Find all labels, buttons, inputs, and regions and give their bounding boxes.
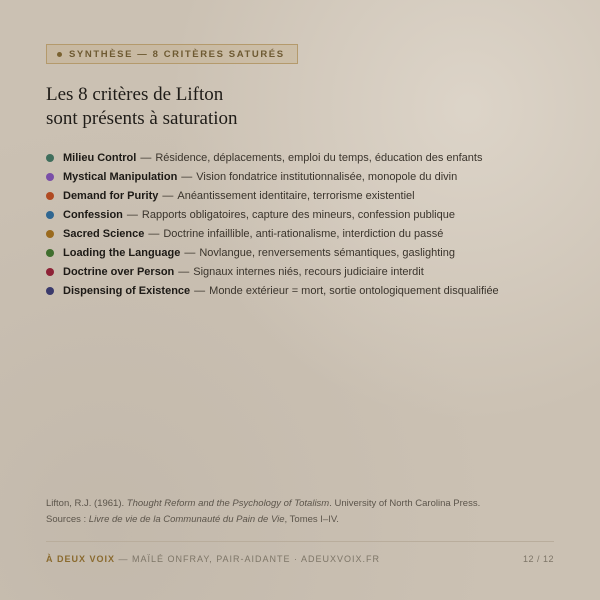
criterion-description: Doctrine infaillible, anti-rationalisme, interdiction du passé xyxy=(163,227,444,240)
reference-lifton xyxy=(46,496,480,512)
criterion-item xyxy=(46,243,499,262)
criterion-separator: — xyxy=(194,284,206,297)
criterion-item xyxy=(46,262,499,281)
criterion-description: Rapports obligatoires, capture des mineurs, confession publique xyxy=(141,208,455,221)
criterion-separator: — xyxy=(148,227,160,240)
criterion-item xyxy=(46,186,499,205)
criteria-list xyxy=(46,148,499,300)
bullet-dot-icon xyxy=(46,230,54,238)
criterion-item xyxy=(46,205,499,224)
footer-credit xyxy=(46,554,380,564)
footer-divider xyxy=(46,541,554,542)
badge-label: SYNTHÈSE — 8 CRITÈRES SATURÉS xyxy=(69,48,285,60)
criterion-description: Monde extérieur = mort, sortie ontologiquement disqualifiée xyxy=(209,284,499,297)
criterion-separator: — xyxy=(184,246,196,259)
criterion-item xyxy=(46,281,499,300)
reference-sources-volumes: , Tomes I–IV. xyxy=(284,514,339,525)
criterion-description: Résidence, déplacements, emploi du temps, éducation des enfants xyxy=(155,151,483,164)
criterion-name: Milieu Control xyxy=(63,151,137,164)
slide-title xyxy=(46,83,238,131)
page-number: 12 / 12 xyxy=(522,554,554,564)
badge-dot-icon xyxy=(57,52,62,57)
reference-sources-title: Livre de vie de la Communauté du Pain de Vie xyxy=(88,514,285,525)
criterion-separator: — xyxy=(126,208,138,221)
criterion-separator: — xyxy=(162,189,174,202)
references xyxy=(46,496,480,528)
criterion-name: Confession xyxy=(63,208,123,221)
criterion-name: Mystical Manipulation xyxy=(63,170,178,183)
bullet-dot-icon xyxy=(46,154,54,162)
reference-sources-prefix: Sources : xyxy=(46,514,89,525)
criterion-item xyxy=(46,148,499,167)
bullet-dot-icon xyxy=(46,268,54,276)
reference-sources xyxy=(46,512,480,528)
criterion-item xyxy=(46,224,499,243)
footer-brand: À DEUX VOIX xyxy=(46,554,116,564)
criterion-name: Dispensing of Existence xyxy=(63,284,191,297)
criterion-name: Sacred Science xyxy=(63,227,145,240)
section-badge xyxy=(46,44,298,64)
criterion-description: Signaux internes niés, recours judiciaire interdit xyxy=(193,265,424,278)
criterion-name: Demand for Purity xyxy=(63,189,159,202)
criterion-description: Anéantissement identitaire, terrorisme existentiel xyxy=(177,189,415,202)
reference-lifton-publisher: . University of North Carolina Press. xyxy=(329,498,481,509)
bullet-dot-icon xyxy=(46,173,54,181)
slide-title-line-2: sont présents à saturation xyxy=(46,108,238,129)
bullet-dot-icon xyxy=(46,249,54,257)
criterion-description: Novlangue, renversements sémantiques, gaslighting xyxy=(199,246,455,259)
criterion-name: Doctrine over Person xyxy=(63,265,175,278)
criterion-separator: — xyxy=(181,170,193,183)
bullet-dot-icon xyxy=(46,211,54,219)
slide-title-line-1: Les 8 critères de Lifton xyxy=(46,84,224,105)
criterion-separator: — xyxy=(140,151,152,164)
reference-lifton-authors: Lifton, R.J. (1961). xyxy=(46,498,127,509)
reference-lifton-title: Thought Reform and the Psychology of Totalism xyxy=(126,498,330,509)
bullet-dot-icon xyxy=(46,192,54,200)
criterion-name: Loading the Language xyxy=(63,246,181,259)
criterion-description: Vision fondatrice institutionnalisée, monopole du divin xyxy=(196,170,458,183)
criterion-separator: — xyxy=(178,265,190,278)
bullet-dot-icon xyxy=(46,287,54,295)
criterion-item xyxy=(46,167,499,186)
footer-author: — MAÏLÉ ONFRAY, PAIR-AIDANTE · ADEUXVOIX.FR xyxy=(115,554,381,564)
